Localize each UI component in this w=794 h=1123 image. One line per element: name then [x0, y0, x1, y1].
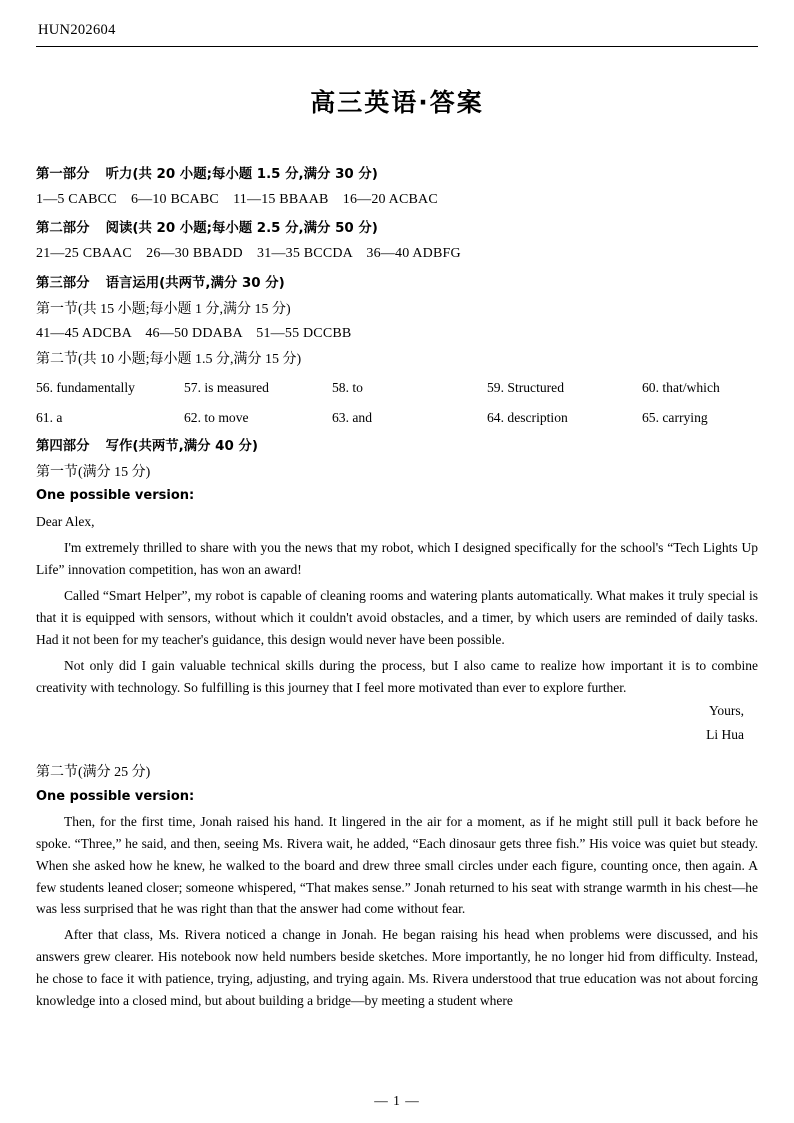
- letter-closing: Yours,: [708, 703, 744, 719]
- document-code: HUN202604: [38, 22, 116, 38]
- answer-57: 57. is measured: [184, 379, 269, 395]
- answer-58: 58. to: [332, 379, 363, 395]
- answer-62: 62. to move: [184, 409, 249, 425]
- part-4-section-1-version-label: One possible version:: [36, 488, 195, 504]
- part-4-heading: [36, 437, 758, 458]
- answer-56: 56. fundamentally: [36, 379, 135, 395]
- part-2-answers: 21—25 CBAAC 26—30 BBADD 31—35 BCCDA 36—40 ADBFG: [36, 246, 461, 262]
- part-2-heading: [36, 219, 758, 240]
- letter-signature: Li Hua: [706, 727, 744, 743]
- part-2-desc: 阅读(共 20 小题;每小题 2.5 分,满分 50 分): [105, 221, 378, 237]
- part-3-section-1-heading: 第一节(共 15 小题;每小题 1 分,满分 15 分): [36, 301, 291, 317]
- part-4-section-2-heading: 第二节(满分 25 分): [36, 765, 151, 781]
- letter-paragraph-1: I'm extremely thrilled to share with you the news that my robot, which I designed specifically for the school's “Tech Lights Up Life” innovation competition, has won an award!: [36, 540, 758, 578]
- page-title: 高三英语·答案: [310, 88, 484, 117]
- answer-60: 60. that/which: [642, 379, 720, 395]
- part-1-answers: 1—5 CABCC 6—10 BCABC 11—15 BBAAB 16—20 ACBAC: [36, 191, 438, 207]
- answer-64: 64. description: [487, 409, 568, 425]
- answer-63: 63. and: [332, 409, 373, 425]
- story-paragraph-2: After that class, Ms. Rivera noticed a change in Jonah. He began raising his head when problems were discussed, and his answers grew clearer. His notebook now held numbers beside sketches. More importantly, he no longer hid from difficulty. Instead, he chose to face it with patience, trying, adjusting, and trying again. Ms. Rivera understood that true education was not about forcing knowledge into a closed mind, but about building a bridge—by meeting a student where: [36, 927, 758, 1008]
- part-3-desc: 语言运用(共两节,满分 30 分): [105, 275, 285, 291]
- answer-65: 65. carrying: [642, 409, 708, 425]
- part-3-section-2-heading: 第二节(共 10 小题;每小题 1.5 分,满分 15 分): [36, 352, 302, 368]
- grammar-fill-answers: [36, 377, 758, 428]
- part-4-label: 第四部分: [36, 438, 90, 454]
- page-number: — 1 —: [374, 1093, 420, 1108]
- letter-paragraph-3: Not only did I gain valuable technical skills during the process, but I also came to realize how important it is to combine creativity with technology. So fulfilling is this journey that I feel more motivated than ever to explore further.: [36, 657, 758, 695]
- answer-59: 59. Structured: [487, 379, 565, 395]
- part-4-section-2-version-label: One possible version:: [36, 788, 195, 804]
- part-1-desc: 听力(共 20 小题;每小题 1.5 分,满分 30 分): [105, 167, 378, 182]
- header-divider: [36, 46, 758, 47]
- part-1-heading: [36, 165, 758, 186]
- part-4-section-1-heading: 第一节(满分 15 分): [36, 464, 151, 480]
- part-3-section-1-answers: 41—45 ADCBA 46—50 DDABA 51—55 DCCBB: [36, 326, 352, 342]
- part-3-label: 第三部分: [36, 275, 90, 291]
- part-4-desc: 写作(共两节,满分 40 分): [105, 438, 258, 454]
- answer-61: 61. a: [36, 409, 63, 425]
- part-1-label: 第一部分: [36, 167, 90, 182]
- part-2-label: 第二部分: [36, 221, 90, 237]
- letter-paragraph-2: Called “Smart Helper”, my robot is capable of cleaning rooms and watering plants automatically. What makes it truly special is that it is equipped with sensors, without which it couldn't avoid obstacles, and a timer, by which users are reminded of daily tasks. Had it not been for my teacher's guidance, this design would never have been possible.: [36, 588, 758, 647]
- letter-salutation: Dear Alex,: [36, 514, 95, 530]
- story-paragraph-1: Then, for the first time, Jonah raised his hand. It lingered in the air for a moment, as if he might still pull it back before he spoke. “Three,” he said, and then, seeing Ms. Rivera wait, he added, “Each dinosaur gets three fish.” His voice was quiet but steady. When she asked how he knew, he walked to the board and drew three small circles under each figure, counting once, then again. A few students leaned closer; someone whispered, “That makes sense.” Jonah returned to his seat with strange warmth in his chest—he was less surprised that he was right than that the answer had come without fear.: [36, 813, 758, 917]
- answer-content: [36, 165, 758, 1012]
- part-3-heading: [36, 274, 758, 295]
